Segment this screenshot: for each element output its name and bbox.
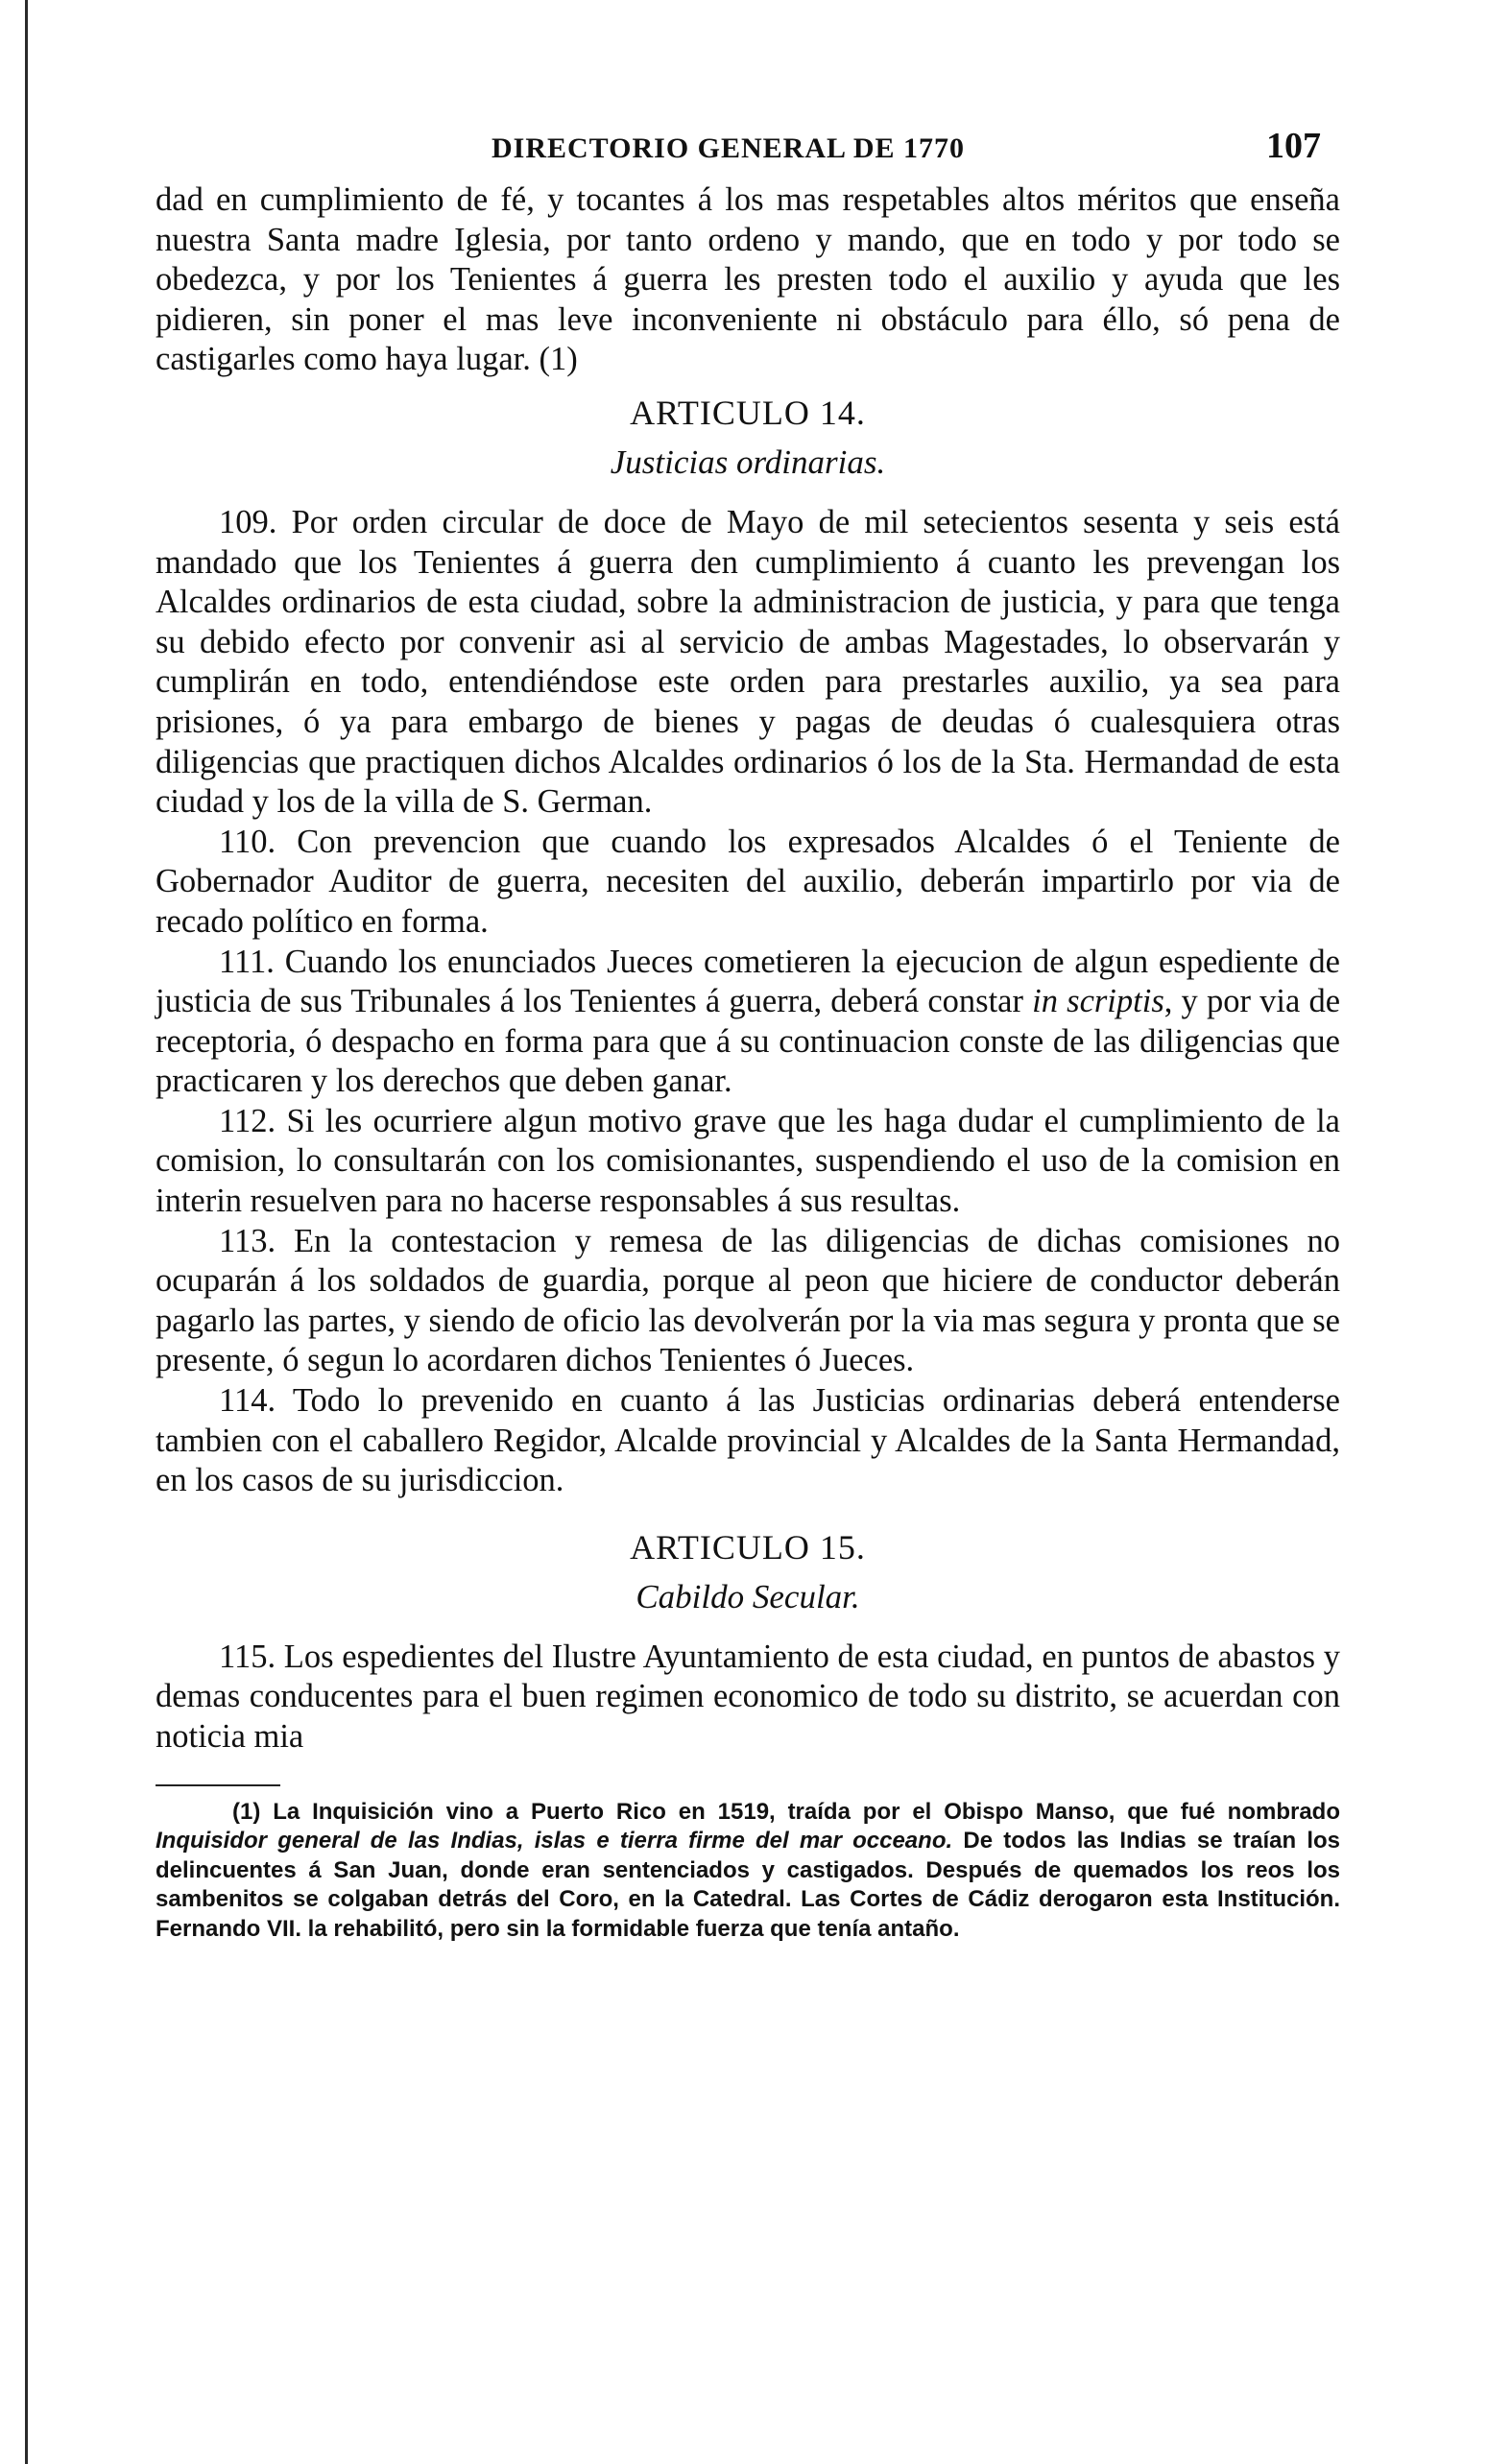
paragraph-111: [156, 943, 1340, 1102]
running-head: [156, 123, 1340, 180]
paragraph-111-text-b: , y por via de receptoria, ó despacho en forma para que á su continuacion conste de las diligencias que practicaren y los derechos que deben ganar.: [156, 983, 1341, 1100]
footnote-divider: [156, 1784, 280, 1786]
paragraph-intro: dad en cumplimiento de fé, y tocantes á los mas respetables altos méritos que enseña nuestra Santa madre Iglesia, por tanto ordeno y mando, que en todo y por todo se obedezca, y por los Tenientes á guerra les presten todo el auxilio y ayuda que les pidieren, sin poner el mas leve inconveniente ni obstáculo para éllo, só pena de castigarles como haya lugar. (1): [156, 181, 1340, 378]
body-text: [156, 180, 1340, 1758]
article-14-subtitle: Justicias ordinarias.: [610, 443, 886, 481]
footnote: [156, 1798, 1340, 1945]
paragraph-112: 112. Si les ocurriere algun motivo grave que les haga dudar el cumplimiento de la comision, lo consultarán con los comisionantes, suspendiendo el uso de la comision en interin resuelven para no hacerse responsables á sus resultas.: [156, 1102, 1340, 1220]
page-edge-shadow: [25, 0, 28, 2464]
paragraph-114: 114. Todo lo prevenido en cuanto á las Justicias ordinarias deberá entenderse tambien con el caballero Regidor, Alcalde provincial y Alcaldes de la Santa Hermandad, en los casos de su jurisdiccion.: [156, 1382, 1340, 1499]
running-title: DIRECTORIO GENERAL DE 1770: [492, 132, 966, 164]
footnote-text-b: De todos las Indias se traían los delincuentes á San Juan, donde eran sentenciados y castigados. Después de quemados los reos los sambenitos se colgaban detrás del Coro, en la Catedral. Las Cortes de Cádiz derogaron esta Institución. Fernando VII. la rehabilitó, pero sin la formidable fuerza que tenía antaño.: [156, 1828, 1340, 1942]
paragraph-111-latin-phrase: in scriptis: [1032, 983, 1164, 1020]
page-number: 107: [1266, 126, 1321, 166]
paragraph-109: 109. Por orden circular de doce de Mayo de mil setecientos sesenta y seis está mandado que los Tenientes á guerra den cumplimiento á cuanto les prevengan los Alcaldes ordinarios de esta ciudad, sobre la administracion de justicia, y para que tenga su debido efecto por convenir asi al servicio de ambas Magestades, lo observarán y cumplirán en todo, entendiéndose este orden para prestarles auxilio, ya sea para prisiones, ó ya para embargo de bienes y pagas de deudas ó cualesquiera otras diligencias que practiquen dichos Alcaldes ordinarios ó los de la Sta. Hermandad de esta ciudad y los de la villa de S. German.: [156, 503, 1340, 821]
article-14-heading: ARTICULO 14.: [630, 393, 866, 432]
footnote-italic-title: Inquisidor general de las Indias, islas e tierra firme del mar occeano.: [156, 1828, 953, 1854]
article-15-subtitle: Cabildo Secular.: [636, 1577, 860, 1615]
paragraph-111-text-a: 111. Cuando los enunciados Jueces cometieren la ejecucion de algun espediente de justicia de sus Tribunales á los Tenientes á guerra, deberá constar: [156, 943, 1340, 1020]
paragraph-115: 115. Los espedientes del Ilustre Ayuntamiento de esta ciudad, en puntos de abastos y demas conducentes para el buen regimen economico de todo su distrito, se acuerdan con noticia mia: [156, 1638, 1340, 1755]
article-15-heading: ARTICULO 15.: [630, 1527, 866, 1567]
paragraph-110: 110. Con prevencion que cuando los expresados Alcaldes ó el Teniente de Gobernador Auditor de guerra, necesiten del auxilio, deberán impartirlo por via de recado político en forma.: [156, 823, 1340, 940]
paragraph-113: 113. En la contestacion y remesa de las diligencias de dichas comisiones no ocuparán á los soldados de guardia, porque al peon que hiciere de conductor deberán pagarlo las partes, y siendo de oficio las devolverán por la via mas segura y pronta que se presente, ó segun lo acordaren dichos Tenientes ó Jueces.: [156, 1222, 1340, 1379]
book-page: [156, 123, 1340, 1967]
footnote-text-a: (1) La Inquisición vino a Puerto Rico en 1519, traída por el Obispo Manso, que fué nombrado: [232, 1798, 1340, 1825]
